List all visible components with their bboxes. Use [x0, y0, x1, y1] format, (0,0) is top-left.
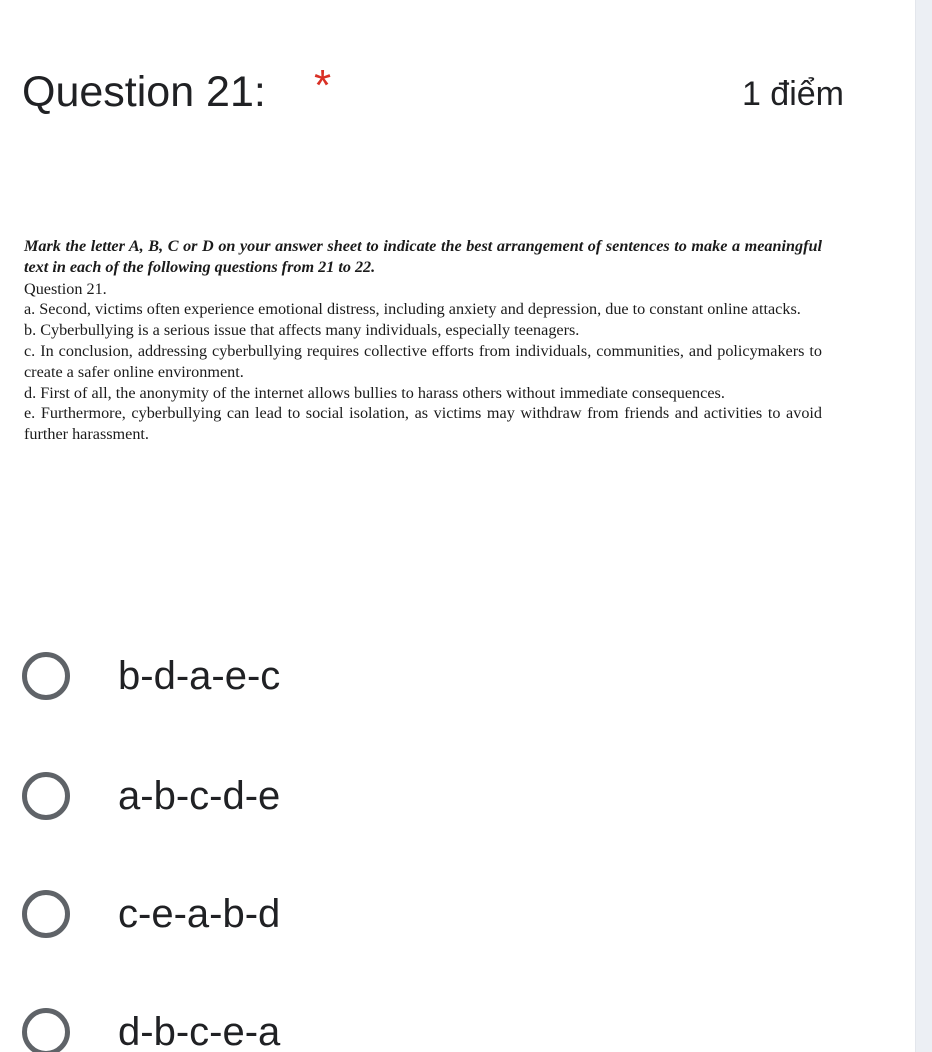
option-1[interactable] — [22, 646, 722, 710]
question-header — [22, 61, 844, 122]
required-asterisk: * — [314, 61, 332, 110]
option-2[interactable] — [22, 766, 722, 830]
option-label: d-b-c-e-a — [118, 1010, 281, 1052]
option-3[interactable] — [22, 884, 722, 948]
option-label: c-e-a-b-d — [118, 892, 281, 936]
sentence-b: b. Cyberbullying is a serious issue that affects many individuals, especially teenagers. — [24, 321, 580, 340]
sentence-d: d. First of all, the anonymity of the internet allows bullies to harass others without immediate consequences. — [24, 383, 725, 402]
radio-button[interactable] — [22, 1008, 70, 1052]
page-side-scroll-strip — [915, 0, 932, 1052]
option-4[interactable] — [22, 1002, 722, 1052]
radio-button[interactable] — [22, 652, 70, 700]
question-instruction: Mark the letter A, B, C or D on your answer sheet to indicate the best arrangement of sentences to make a meaningful text in each of the following questions from 21 to 22. — [24, 237, 822, 276]
option-label: a-b-c-d-e — [118, 774, 281, 818]
sentence-e: e. Furthermore, cyberbullying can lead to social isolation, as victims may withdraw from friends and activities to avoid further harassment. — [24, 404, 822, 444]
option-label: b-d-a-e-c — [118, 654, 281, 698]
radio-button[interactable] — [22, 890, 70, 938]
sentence-c: c. In conclusion, addressing cyberbullying requires collective efforts from individuals, communities, and policymakers to create a safer online environment. — [24, 341, 822, 381]
question-title: Question 21: — [22, 68, 266, 116]
sentence-a: a. Second, victims often experience emotional distress, including anxiety and depression, due to constant online attacks. — [24, 300, 801, 319]
question-image — [24, 236, 822, 445]
question-points: 1 điểm — [741, 75, 844, 113]
question-heading: Question 21. — [24, 279, 107, 298]
radio-button[interactable] — [22, 772, 70, 820]
